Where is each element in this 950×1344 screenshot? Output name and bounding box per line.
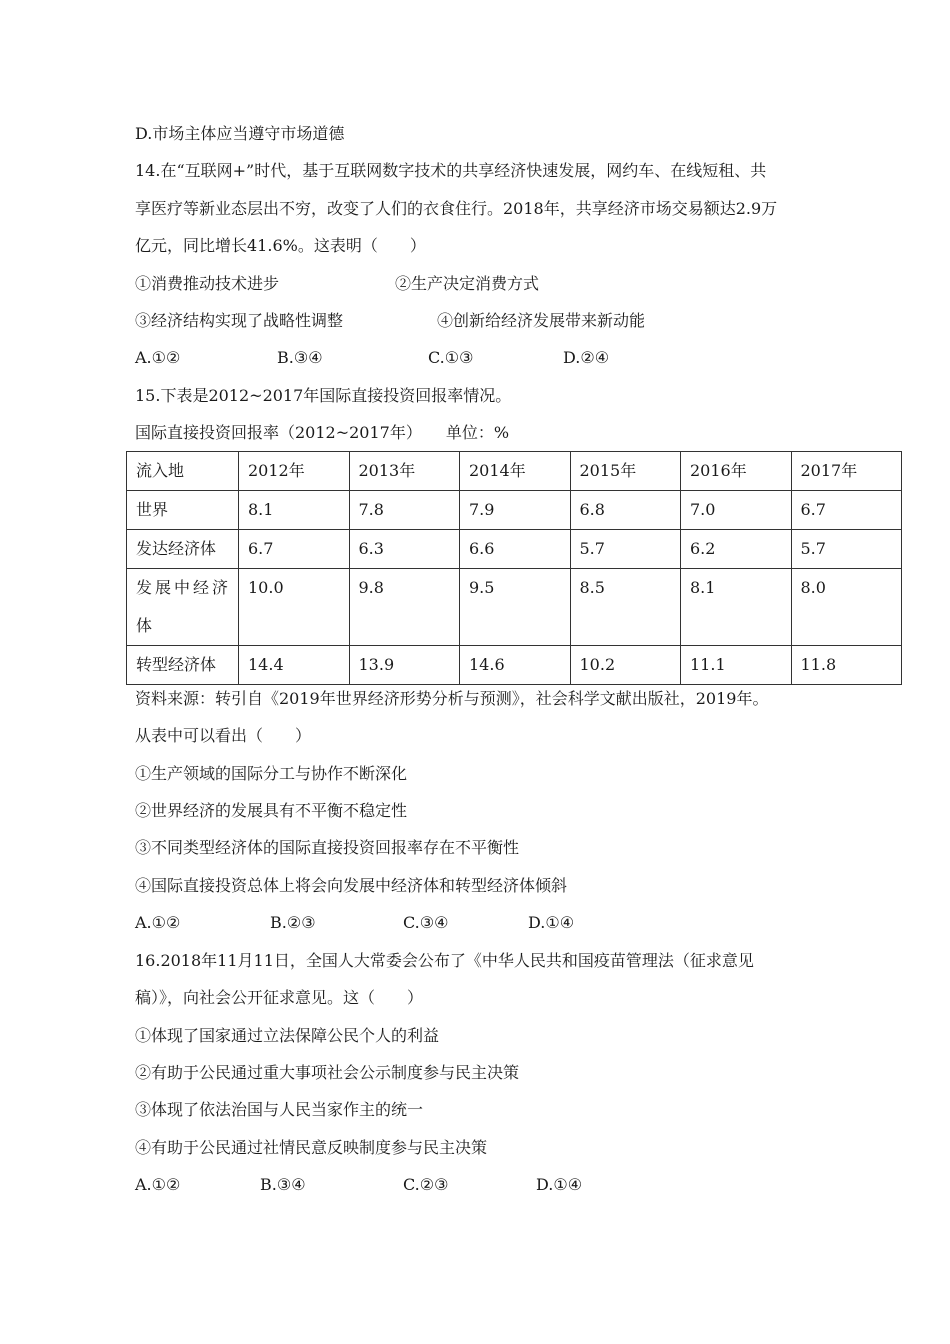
q16-choice-c: C.②③ [403, 1175, 449, 1194]
q15-question: 从表中可以看出（ ） [135, 726, 312, 745]
q14-choice-d: D.②④ [563, 348, 610, 367]
q16-choice-a: A.①② [135, 1175, 181, 1194]
table-row [127, 646, 902, 685]
q14-statement-1: ①消费推动技术进步 [135, 274, 280, 293]
table-header-cell: 流入地 [127, 452, 239, 491]
q14-statement-3: ③经济结构实现了战略性调整 [135, 311, 344, 330]
q16-statement-3: ③体现了依法治国与人民当家作主的统一 [135, 1100, 424, 1119]
q16-statement-1: ①体现了国家通过立法保障公民个人的利益 [135, 1026, 440, 1045]
table-cell: 14.4 [239, 646, 350, 685]
table-cell: 7.8 [349, 491, 460, 530]
table-cell: 6.8 [570, 491, 681, 530]
table-cell: 11.1 [681, 646, 792, 685]
q13-option-d: D.市场主体应当遵守市场道德 [135, 124, 345, 143]
q15-stem: 15.下表是2012~2017年国际直接投资回报率情况。 [135, 386, 512, 405]
table-cell: 5.7 [570, 530, 681, 569]
q15-choice-b: B.②③ [270, 913, 316, 932]
table-header-cell: 2014年 [460, 452, 571, 491]
table-cell: 14.6 [460, 646, 571, 685]
q16-statement-2: ②有助于公民通过重大事项社会公示制度参与民主决策 [135, 1063, 520, 1082]
table-cell: 发达经济体 [127, 530, 239, 569]
table-cell: 10.2 [570, 646, 681, 685]
table-cell [127, 569, 239, 646]
table-cell: 9.8 [349, 569, 460, 646]
q14-statement-4: ④创新给经济发展带来新动能 [437, 311, 646, 330]
q14-stem-line-3: 亿元，同比增长41.6%。这表明（ ） [135, 236, 426, 255]
q15-choice-c: C.③④ [403, 913, 449, 932]
table-cell-text: 发展中经济体 [136, 578, 232, 635]
q14-statement-2: ②生产决定消费方式 [395, 274, 540, 293]
q14-stem-line-2: 享医疗等新业态层出不穷，改变了人们的衣食住行。2018年，共享经济市场交易额达2.9万 [135, 199, 778, 218]
table-cell: 10.0 [239, 569, 350, 646]
table-cell: 6.7 [791, 491, 902, 530]
table-cell: 6.6 [460, 530, 571, 569]
q15-table-caption: 国际直接投资回报率（2012~2017年） 单位：% [135, 423, 510, 442]
table-header-cell: 2017年 [791, 452, 902, 491]
q14-choice-c: C.①③ [428, 348, 474, 367]
q14-stem-line-1: 14.在“互联网+”时代，基于互联网数字技术的共享经济快速发展，网约车、在线短租、共 [135, 161, 767, 180]
q15-choice-a: A.①② [135, 913, 181, 932]
q15-choice-d: D.①④ [528, 913, 575, 932]
table-cell: 8.0 [791, 569, 902, 646]
table-row [127, 530, 902, 569]
q16-stem-line-1: 16.2018年11月11日，全国人大常委会公布了《中华人民共和国疫苗管理法（征求意见 [135, 951, 754, 970]
table-cell: 5.7 [791, 530, 902, 569]
table-cell: 8.1 [239, 491, 350, 530]
table-cell: 6.7 [239, 530, 350, 569]
table-header-cell: 2012年 [239, 452, 350, 491]
table-cell: 11.8 [791, 646, 902, 685]
table-cell: 7.0 [681, 491, 792, 530]
q15-statement-4: ④国际直接投资总体上将会向发展中经济体和转型经济体倾斜 [135, 876, 568, 895]
table-cell: 6.3 [349, 530, 460, 569]
table-cell: 转型经济体 [127, 646, 239, 685]
table-header-cell: 2015年 [570, 452, 681, 491]
table-cell: 13.9 [349, 646, 460, 685]
table-cell: 世界 [127, 491, 239, 530]
q15-statement-2: ②世界经济的发展具有不平衡不稳定性 [135, 801, 408, 820]
table-header-cell: 2016年 [681, 452, 792, 491]
q15-statement-3: ③不同类型经济体的国际直接投资回报率存在不平衡性 [135, 838, 520, 857]
q16-choice-b: B.③④ [260, 1175, 306, 1194]
table-cell: 9.5 [460, 569, 571, 646]
q14-choice-a: A.①② [135, 348, 181, 367]
q16-stem-line-2: 稿）》，向社会公开征求意见。这（ ） [135, 988, 424, 1007]
table-header-cell: 2013年 [349, 452, 460, 491]
table-row [127, 569, 902, 646]
table-cell: 8.1 [681, 569, 792, 646]
investment-return-table [126, 451, 902, 685]
q15-statement-1: ①生产领域的国际分工与协作不断深化 [135, 764, 408, 783]
table-header-row [127, 452, 902, 491]
table-cell: 7.9 [460, 491, 571, 530]
q15-source-note: 资料来源：转引自《2019年世界经济形势分析与预测》，社会科学文献出版社，2019年。 [135, 689, 769, 708]
q14-choice-b: B.③④ [277, 348, 323, 367]
table-cell: 8.5 [570, 569, 681, 646]
q16-statement-4: ④有助于公民通过社情民意反映制度参与民主决策 [135, 1138, 488, 1157]
q16-choice-d: D.①④ [536, 1175, 583, 1194]
table-row [127, 491, 902, 530]
table-cell: 6.2 [681, 530, 792, 569]
